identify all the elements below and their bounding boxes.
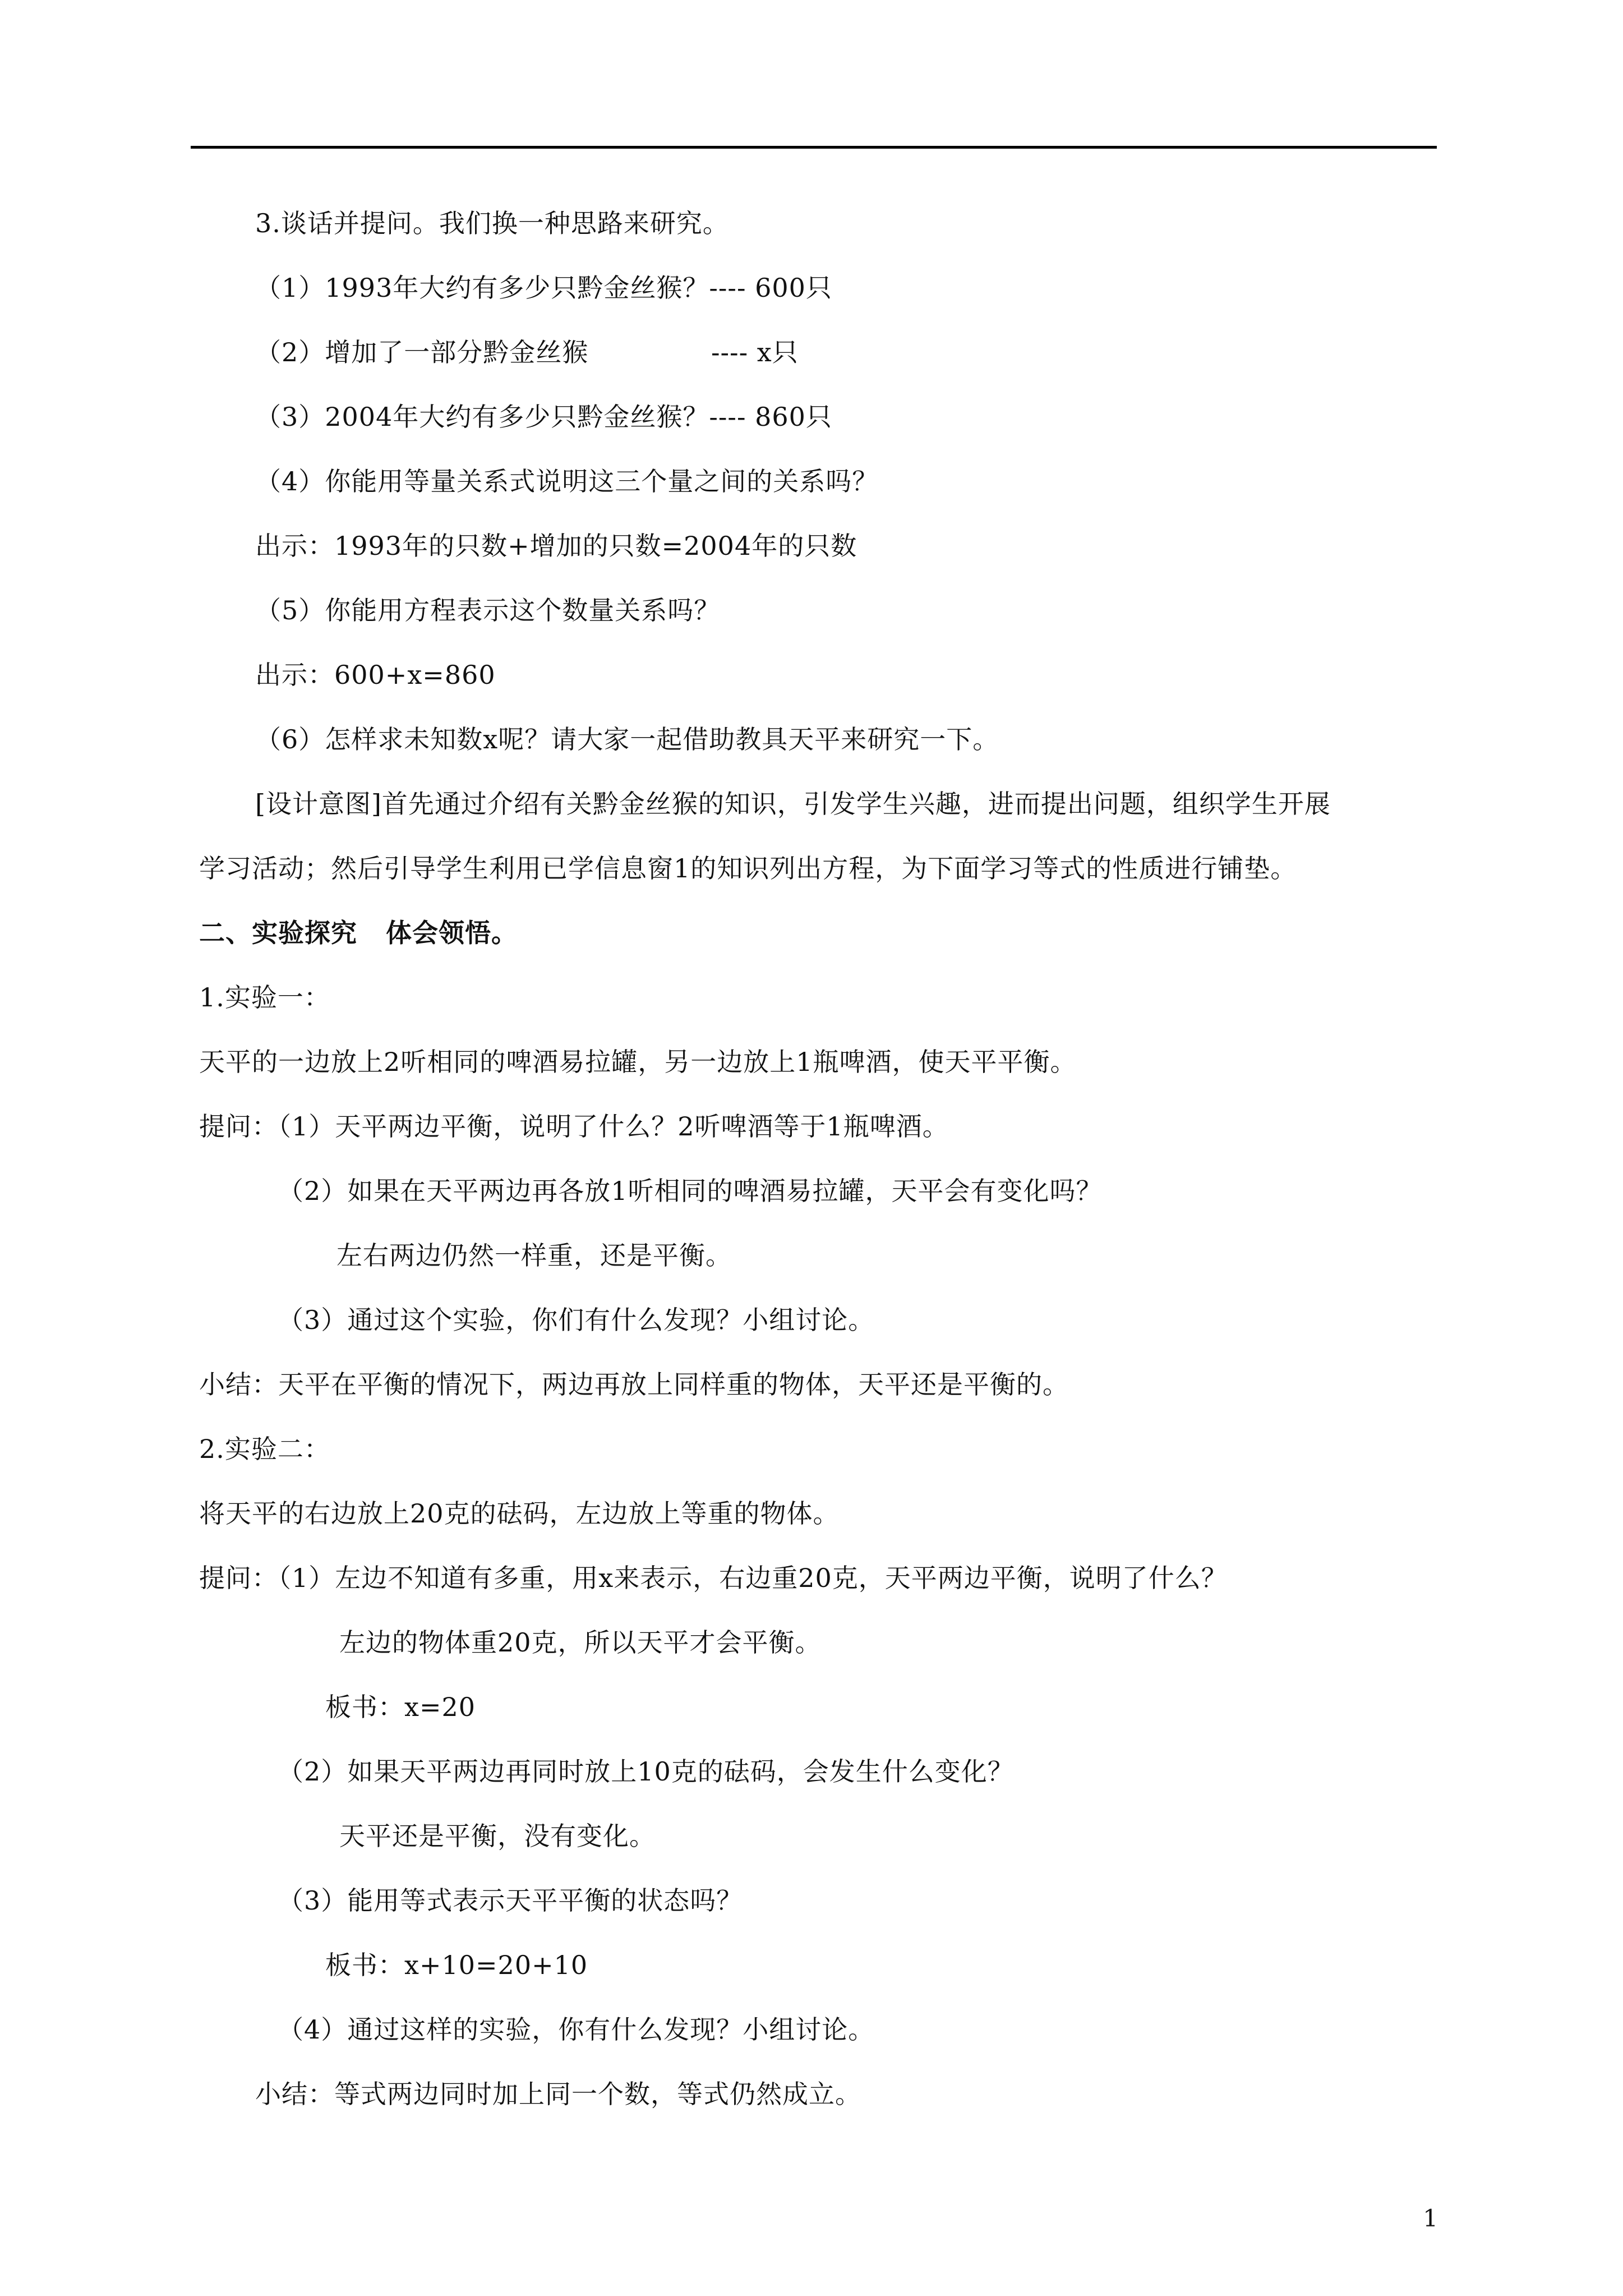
text-line: 2.实验二： [199, 1434, 330, 1464]
text-line: （4）你能用等量关系式说明这三个量之间的关系吗？ [255, 466, 879, 496]
text-line: （1）1993年大约有多少只黔金丝猴？---- 600只 [255, 273, 832, 303]
text-line: （3）通过这个实验，你们有什么发现？小组讨论。 [278, 1305, 875, 1335]
page-number: 1 [1423, 2205, 1438, 2232]
text-line: （6）怎样求未知数x呢？请大家一起借助教具天平来研究一下。 [255, 724, 999, 754]
design-intent-paragraph: 学习活动；然后引导学生利用已学信息窗1的知识列出方程，为下面学习等式的性质进行铺垫。 [199, 853, 1297, 884]
text-line: （2）如果天平两边再同时放上10克的砝码，会发生什么变化？ [278, 1756, 1014, 1787]
text-line: 小结：天平在平衡的情况下，两边再放上同样重的物体，天平还是平衡的。 [199, 1369, 1069, 1400]
text-line: 将天平的右边放上20克的砝码，左边放上等重的物体。 [199, 1498, 840, 1529]
text-line: 提问：（1）天平两边平衡，说明了什么？2听啤酒等于1瓶啤酒。 [199, 1111, 949, 1142]
text-line: 提问：（1）左边不知道有多重，用x来表示，右边重20克，天平两边平衡，说明了什么？ [199, 1563, 1228, 1593]
text-line: 板书：x+10=20+10 [325, 1950, 588, 1980]
text-line: 天平的一边放上2听相同的啤酒易拉罐，另一边放上1瓶啤酒，使天平平衡。 [199, 1047, 1077, 1077]
text-line: 1.实验一： [199, 982, 330, 1013]
text-line: （5）你能用方程表示这个数量关系吗？ [255, 595, 721, 625]
text-line: （3）2004年大约有多少只黔金丝猴？---- 860只 [255, 402, 832, 432]
design-intent-paragraph: [设计意图]首先通过介绍有关黔金丝猴的知识，引发学生兴趣，进而提出问题，组织学生开展 [255, 789, 1331, 819]
header-rule [191, 146, 1437, 149]
text-line: 出示：1993年的只数+增加的只数=2004年的只数 [255, 531, 857, 561]
section-heading: 二、实验探究 体会领悟。 [199, 918, 518, 948]
text-line: （3）能用等式表示天平平衡的状态吗？ [278, 1885, 743, 1916]
text-line: （4）通过这样的实验，你有什么发现？小组讨论。 [278, 2014, 875, 2045]
text-line: 3.谈话并提问。我们换一种思路来研究。 [255, 208, 729, 238]
text-line: （2）增加了一部分黔金丝猴 ---- x只 [255, 337, 799, 367]
text-line: 板书：x=20 [325, 1692, 476, 1722]
text-line: 出示：600+x=860 [255, 660, 496, 690]
text-line: 左右两边仍然一样重，还是平衡。 [336, 1240, 732, 1271]
text-line: 左边的物体重20克，所以天平才会平衡。 [339, 1627, 822, 1658]
text-line: （2）如果在天平两边再各放1听相同的啤酒易拉罐，天平会有变化吗？ [278, 1176, 1103, 1206]
text-line: 小结：等式两边同时加上同一个数，等式仍然成立。 [255, 2079, 861, 2109]
text-line: 天平还是平衡，没有变化。 [339, 1821, 656, 1851]
